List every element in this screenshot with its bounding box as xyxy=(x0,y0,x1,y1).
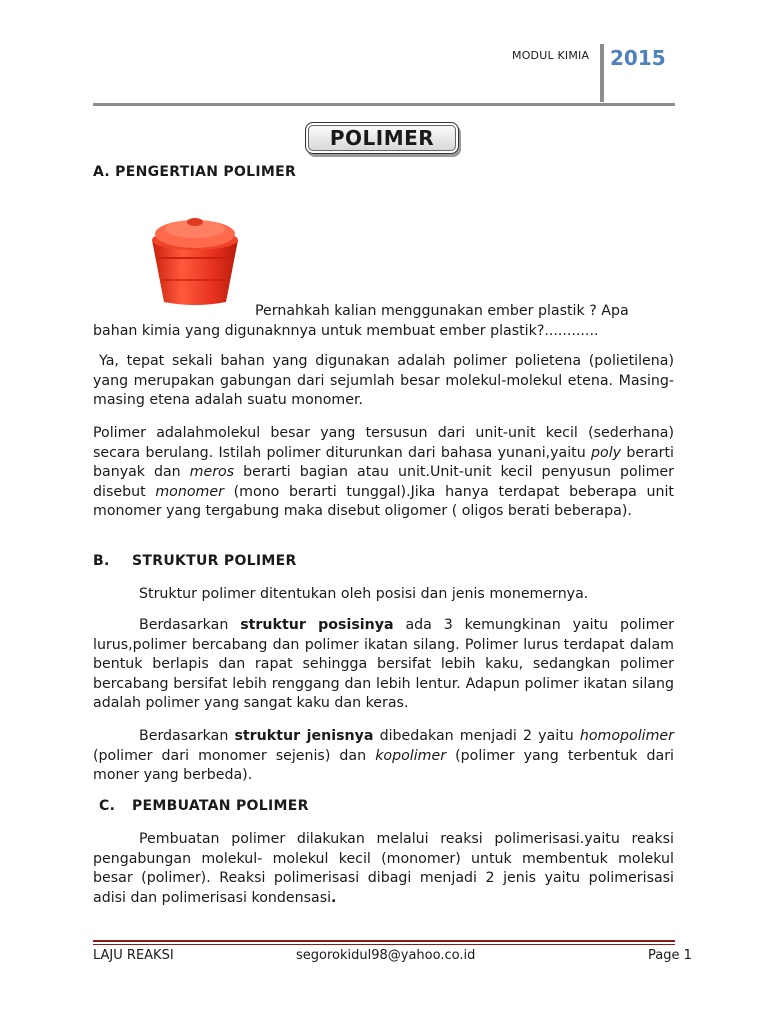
section-b-paragraph-1: Struktur polimer ditentukan oleh posisi dan jenis monemernya. xyxy=(139,586,589,602)
term-monomer: monomer xyxy=(155,483,224,500)
text: dibedakan menjadi 2 yaitu xyxy=(373,728,580,744)
term-meros: meros xyxy=(189,464,235,481)
footer-rule xyxy=(93,940,675,942)
header-divider xyxy=(600,44,604,102)
section-b-paragraph-3 xyxy=(93,727,674,786)
text: Pembuatan polimer dilakukan melalui reaksi polimerisasi.yaitu reaksi pengabungan molekul- molekul kecil (monomer) untuk membentuk molekul besar (polimer). Reaksi polimerisasi dibagi menjadi 2 jenis yaitu polimerisasi adisi dan polimerisasi kondensasi xyxy=(93,831,674,906)
text: (polimer yang terbentuk dari moner yang berbeda). xyxy=(93,747,674,784)
page-title: POLIMER xyxy=(329,126,435,150)
text: berarti bagian atau unit.Unit-unit kecil penyusun polimer disebut xyxy=(93,464,674,500)
intro-line-1: Pernahkah kalian menggunakan ember plastik ? Apa xyxy=(255,303,629,319)
text: berarti banyak dan xyxy=(93,444,674,481)
header-year: 2015 xyxy=(610,46,666,70)
section-b-paragraph-2 xyxy=(93,616,674,714)
text: (mono berarti tunggal).Jika hanya terdapat beberapa unit monomer yang tergabung maka disebut oligomer ( oligos berati beberapa). xyxy=(93,483,674,520)
section-b-heading: STRUKTUR POLIMER xyxy=(132,553,297,569)
page-number: Page 1 xyxy=(648,948,692,963)
section-c-heading-number: C. xyxy=(99,798,116,814)
text: (polimer dari monomer sejenis) dan xyxy=(93,747,376,764)
module-label: MODUL KIMIA xyxy=(512,49,590,62)
text: Berdasarkan xyxy=(139,728,235,744)
text: ada 3 kemungkinan yaitu polimer lurus,polimer bercabang dan polimer ikatan silang. Polimer lurus terdapat dalam bentuk berlapis dan rapat sehingga bersifat lebih kaku, sedangkan polimer bercabang bersifat lebih renggang dan lebih lentur. Adapun polimer ikatan silang adalah polimer yang sangat kaku dan keras. xyxy=(93,617,675,712)
header-rule xyxy=(93,103,675,106)
term-kopolimer: kopolimer xyxy=(375,747,447,764)
footer-rule-thin xyxy=(93,944,675,945)
term-struktur-jenisnya: struktur jenisnya xyxy=(234,728,374,744)
text: Polimer adalahmolekul besar yang tersusun dari unit-unit kecil (sederhana) secara berulang. Istilah polimer diturunkan dari bahasa yunani,yaitu xyxy=(93,425,674,461)
section-a-heading: A. PENGERTIAN POLIMER xyxy=(93,164,297,180)
intro-line-2: bahan kimia yang digunaknnya untuk membuat ember plastik?............ xyxy=(93,322,599,339)
text: . xyxy=(331,889,337,906)
footer-left: LAJU REAKSI xyxy=(93,948,174,963)
title-box xyxy=(305,122,459,154)
section-c-heading: PEMBUATAN POLIMER xyxy=(132,798,309,814)
term-poly: poly xyxy=(591,444,622,461)
term-struktur-posisinya: struktur posisinya xyxy=(240,617,394,633)
term-homopolimer: homopolimer xyxy=(579,728,674,744)
section-a-paragraph-1: Ya, tepat sekali bahan yang digunakan adalah polimer polietena (polietilena) yang merupakan gabungan dari sejumlah besar molekul-molekul etena. Masing-masing etena adalah suatu monomer. xyxy=(93,353,674,409)
section-c-paragraph-1 xyxy=(93,830,674,908)
footer-email: segorokidul98@yahoo.co.id xyxy=(296,948,476,963)
section-b-heading-number: B. xyxy=(93,553,110,569)
section-a-paragraph-2 xyxy=(93,424,674,522)
text: Berdasarkan xyxy=(139,617,241,633)
bucket-image xyxy=(140,196,250,310)
intro-paragraph xyxy=(93,302,674,341)
